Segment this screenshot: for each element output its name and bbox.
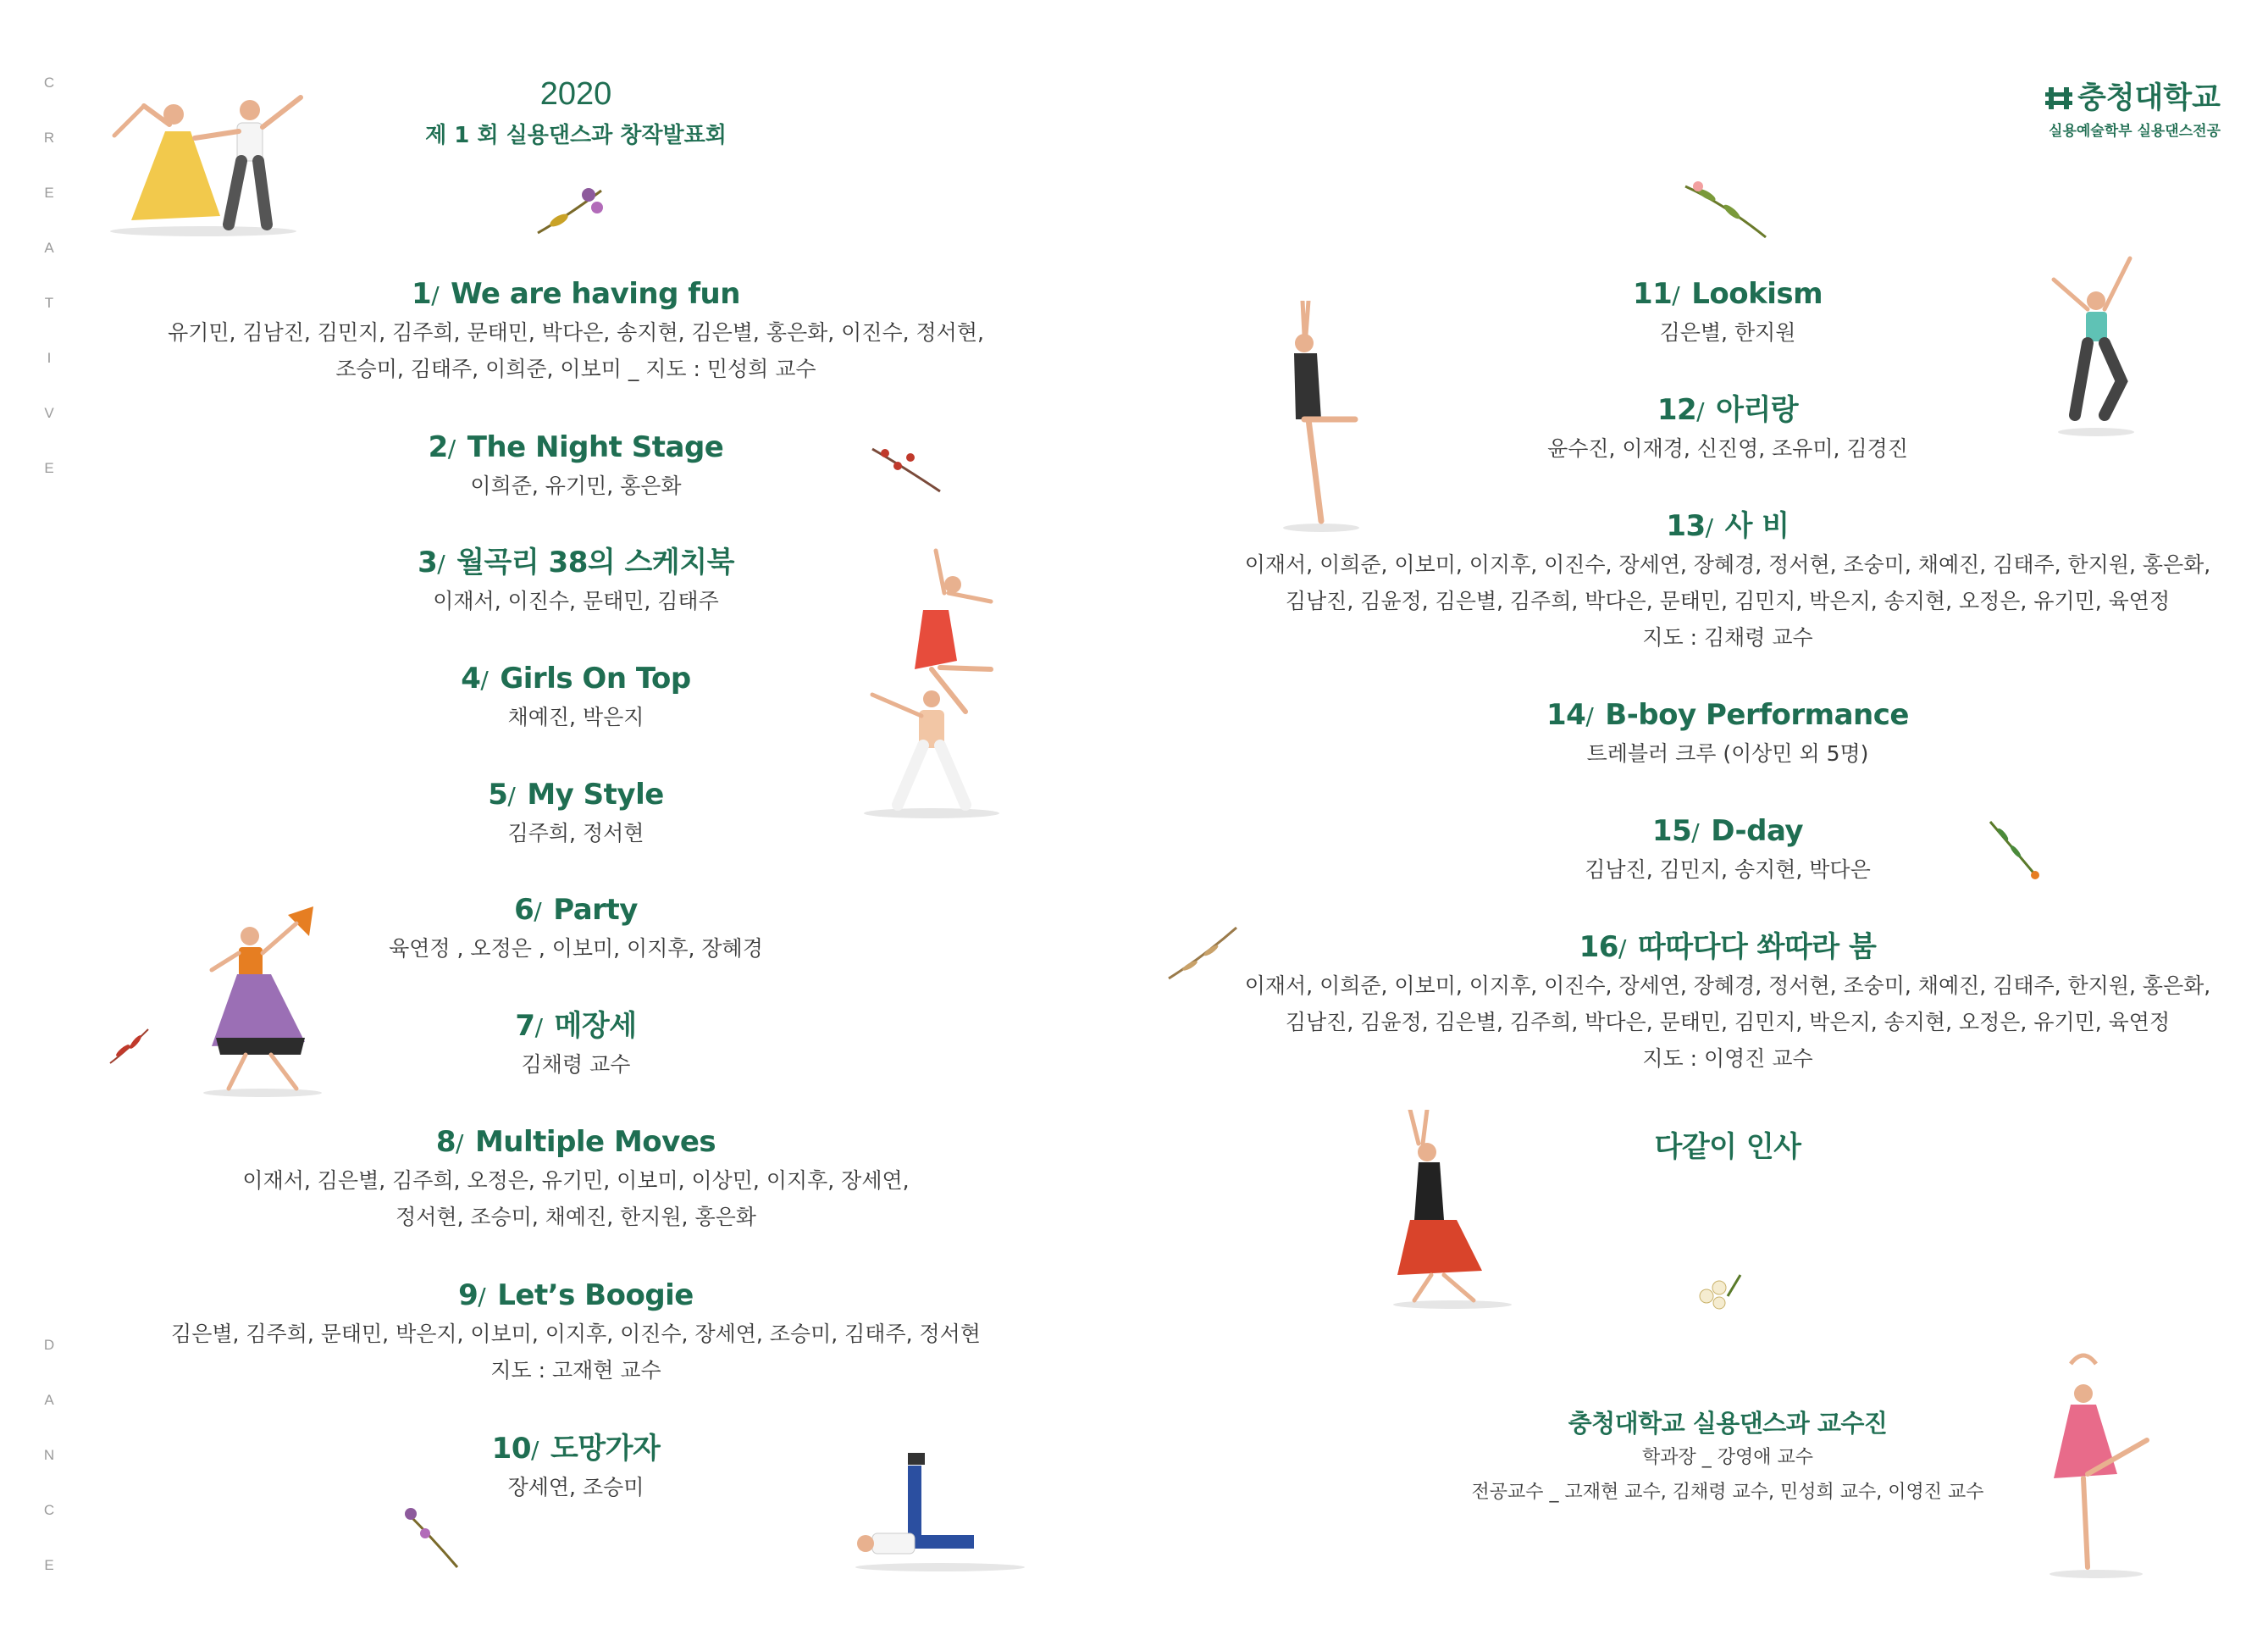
wheat-sprig-icon xyxy=(1164,923,1241,983)
program-title: 10/ 도망가자 xyxy=(491,1432,661,1466)
program-item xyxy=(1220,812,2236,888)
program-number: 14 xyxy=(1546,698,1586,732)
logo-subtitle: 실용예술학부 실용댄스전공 xyxy=(2049,123,2221,140)
program-cast: 지도 : 이영진 교수 xyxy=(1642,1046,1813,1071)
program-title-text: 도망가자 xyxy=(550,1432,661,1466)
program-title-text: 사 비 xyxy=(1724,509,1790,543)
program-number: 16 xyxy=(1579,930,1618,964)
program-number: 10 xyxy=(491,1432,531,1466)
program-cast: 지도 : 고재현 교수 xyxy=(490,1358,661,1383)
program-cast: 김남진, 김윤정, 김은별, 김주희, 박다은, 문태민, 김민지, 박은지, 송지현, 오정은, 유기민, 육연정 xyxy=(1285,589,2171,613)
program-number: 4 xyxy=(461,662,481,696)
program-title-text: My Style xyxy=(527,778,664,812)
program-item xyxy=(1220,696,2236,772)
event-year: 2020 xyxy=(539,76,612,112)
program-title-text: 월곡리 38의 스케치북 xyxy=(456,546,734,579)
program-cast: 김채령 교수 xyxy=(521,1052,631,1077)
program-title: 7/ 메장세 xyxy=(515,1009,637,1043)
program-title: 1/ We are having fun xyxy=(412,277,740,311)
faculty-line: 전공교수 _ 고재현 교수, 김채령 교수, 민성희 교수, 이영진 교수 xyxy=(1471,1482,1984,1503)
side-text-dance xyxy=(42,1317,56,1593)
program-title: 8/ Multiple Moves xyxy=(435,1125,716,1159)
side-letter: A xyxy=(44,1392,54,1408)
program-number: 13 xyxy=(1666,509,1706,543)
program-cast: 장세연, 조승미 xyxy=(507,1475,644,1499)
breakdancer-illustration xyxy=(847,1449,1033,1576)
program-number: 12 xyxy=(1657,393,1697,427)
pink-ballerina-illustration xyxy=(2037,1347,2164,1584)
side-letter: E xyxy=(44,460,54,476)
program-cast: 김은별, 김주희, 문태민, 박은지, 이보미, 이지후, 이진수, 장세연, 조승미, 김태주, 정서현 xyxy=(171,1322,981,1346)
program-title-text: We are having fun xyxy=(451,277,740,311)
program-title: 16/ 따따다다 쏴따라 붐 xyxy=(1579,930,1877,964)
lift-dancers-illustration xyxy=(855,542,1025,822)
program-title-text: Party xyxy=(553,893,638,927)
faculty-line: 학과장 _ 강영애 교수 xyxy=(1642,1447,1813,1468)
program-title: 3/ 월곡리 38의 스케치북 xyxy=(418,546,734,579)
side-letter: C xyxy=(43,1502,55,1518)
program-cast: 윤수진, 이재경, 신진영, 조유미, 김경진 xyxy=(1547,436,1908,461)
program-item xyxy=(93,1277,1059,1388)
flower-sprig-icon xyxy=(534,182,610,237)
red-leaf-sprig-icon xyxy=(106,1025,157,1067)
program-title: 14/ B-boy Performance xyxy=(1546,698,1909,732)
white-flower-cluster-icon xyxy=(1690,1271,1745,1313)
olive-branch-icon xyxy=(1681,178,1774,241)
program-cast: 이재서, 이희준, 이보미, 이지후, 이진수, 장세연, 장혜경, 정서현, 조숭미, 채예진, 김태주, 한지원, 홍은화, xyxy=(1244,552,2211,577)
swing-dancers-illustration xyxy=(85,72,313,241)
side-letter: A xyxy=(44,240,54,256)
program-cast: 김은별, 한지원 xyxy=(1659,320,1796,345)
program-cast: 이재서, 이희준, 이보미, 이지후, 이진수, 장세연, 장혜경, 정서현, 조숭미, 채예진, 김태주, 한지원, 홍은화, xyxy=(1244,973,2211,998)
program-number: 7 xyxy=(515,1009,535,1043)
side-letter: R xyxy=(43,130,55,146)
program-number: 9 xyxy=(458,1278,478,1312)
ballet-dancer-illustration xyxy=(1270,301,1380,538)
side-letter: C xyxy=(43,75,55,91)
side-letter: E xyxy=(44,185,54,201)
side-letter: N xyxy=(43,1447,55,1463)
program-title-text: Multiple Moves xyxy=(474,1125,716,1159)
faculty-title: 충청대학교 실용댄스과 교수진 xyxy=(1568,1409,1888,1438)
program-title: 15/ D-day xyxy=(1651,814,1804,848)
program-title-text: The Night Stage xyxy=(467,430,724,464)
program-cast: 조승미, 김태주, 이희준, 이보미 _ 지도 : 민성희 교수 xyxy=(335,357,816,381)
program-cast: 이재서, 김은별, 김주희, 오정은, 유기민, 이보미, 이상민, 이지후, 장세연, xyxy=(242,1168,910,1193)
program-number: 2 xyxy=(428,430,448,464)
program-title-text: 아리랑 xyxy=(1716,393,1799,427)
program-cast: 이희준, 유기민, 홍은화 xyxy=(470,474,682,498)
program-number: 5 xyxy=(488,778,508,812)
program-title: 6/ Party xyxy=(514,893,638,927)
berry-branch-icon xyxy=(868,441,944,496)
program-title-text: Let’s Boogie xyxy=(497,1278,694,1312)
program-cast: 김남진, 김윤정, 김은별, 김주희, 박다은, 문태민, 김민지, 박은지, 송지현, 오정은, 유기민, 육연정 xyxy=(1285,1010,2171,1034)
program-title-text: Girls On Top xyxy=(500,662,691,696)
program-title-text: D-day xyxy=(1711,814,1804,848)
leaf-sprig-icon xyxy=(1986,818,2045,881)
program-cast: 김주희, 정서현 xyxy=(507,821,644,845)
finale-item xyxy=(1220,1128,2236,1166)
program-number: 8 xyxy=(435,1125,456,1159)
program-title: 11/ Lookism xyxy=(1632,277,1823,311)
jumping-dancer-illustration xyxy=(2037,254,2147,441)
side-letter: I xyxy=(47,350,52,366)
logo-name: 충청대학교 xyxy=(2077,81,2221,115)
program-cast: 김남진, 김민지, 송지현, 박다은 xyxy=(1585,857,1871,882)
program-title: 13/ 사 비 xyxy=(1666,509,1790,543)
program-title: 4/ Girls On Top xyxy=(461,662,691,696)
program-cast: 채예진, 박은지 xyxy=(507,705,644,729)
side-letter: E xyxy=(44,1557,54,1573)
program-title-text: 따따다다 쏴따라 붐 xyxy=(1637,930,1877,964)
program-number: 1 xyxy=(412,277,432,311)
event-title: 제 1 회 실용댄스과 창작발표회 xyxy=(425,123,727,148)
program-cast: 이재서, 이진수, 문태민, 김태주 xyxy=(433,589,719,613)
program-title-text: 메장세 xyxy=(554,1009,637,1043)
program-title-text: Lookism xyxy=(1691,277,1823,311)
program-title: 12/ 아리랑 xyxy=(1657,393,1799,427)
program-cast: 유기민, 김남진, 김민지, 김주희, 문태민, 박다은, 송지현, 김은별, 홍은화, 이진수, 정서현, xyxy=(168,320,984,345)
finale-title: 다같이 인사 xyxy=(1654,1130,1801,1164)
side-letter: V xyxy=(44,405,54,421)
side-letter: T xyxy=(44,295,54,311)
program-number: 3 xyxy=(418,546,438,579)
program-number: 6 xyxy=(514,893,534,927)
program-cast: 지도 : 김채령 교수 xyxy=(1642,625,1813,650)
program-title: 9/ Let’s Boogie xyxy=(458,1278,694,1312)
purple-flower-sprig-icon xyxy=(398,1504,466,1571)
side-text-creative xyxy=(42,55,56,496)
program-cast: 육연정 , 오정은 , 이보미, 이지후, 장혜경 xyxy=(389,936,763,961)
program-title: 2/ The Night Stage xyxy=(428,430,724,464)
fan-dancer-illustration xyxy=(186,898,330,1101)
program-number: 11 xyxy=(1632,277,1673,311)
program-cast: 정서현, 조승미, 채예진, 한지원, 홍은화 xyxy=(396,1205,756,1229)
flamenco-dancer-illustration xyxy=(1380,1110,1524,1313)
program-number: 15 xyxy=(1651,814,1692,848)
program-title-text: B-boy Performance xyxy=(1605,698,1909,732)
program-title: 5/ My Style xyxy=(488,778,664,812)
side-letter: D xyxy=(43,1337,55,1353)
program-item xyxy=(93,1123,1059,1235)
program-cast: 트레블러 크루 (이상민 외 5명) xyxy=(1586,741,1869,766)
program-item xyxy=(93,275,1059,387)
program-item xyxy=(1220,928,2236,1077)
